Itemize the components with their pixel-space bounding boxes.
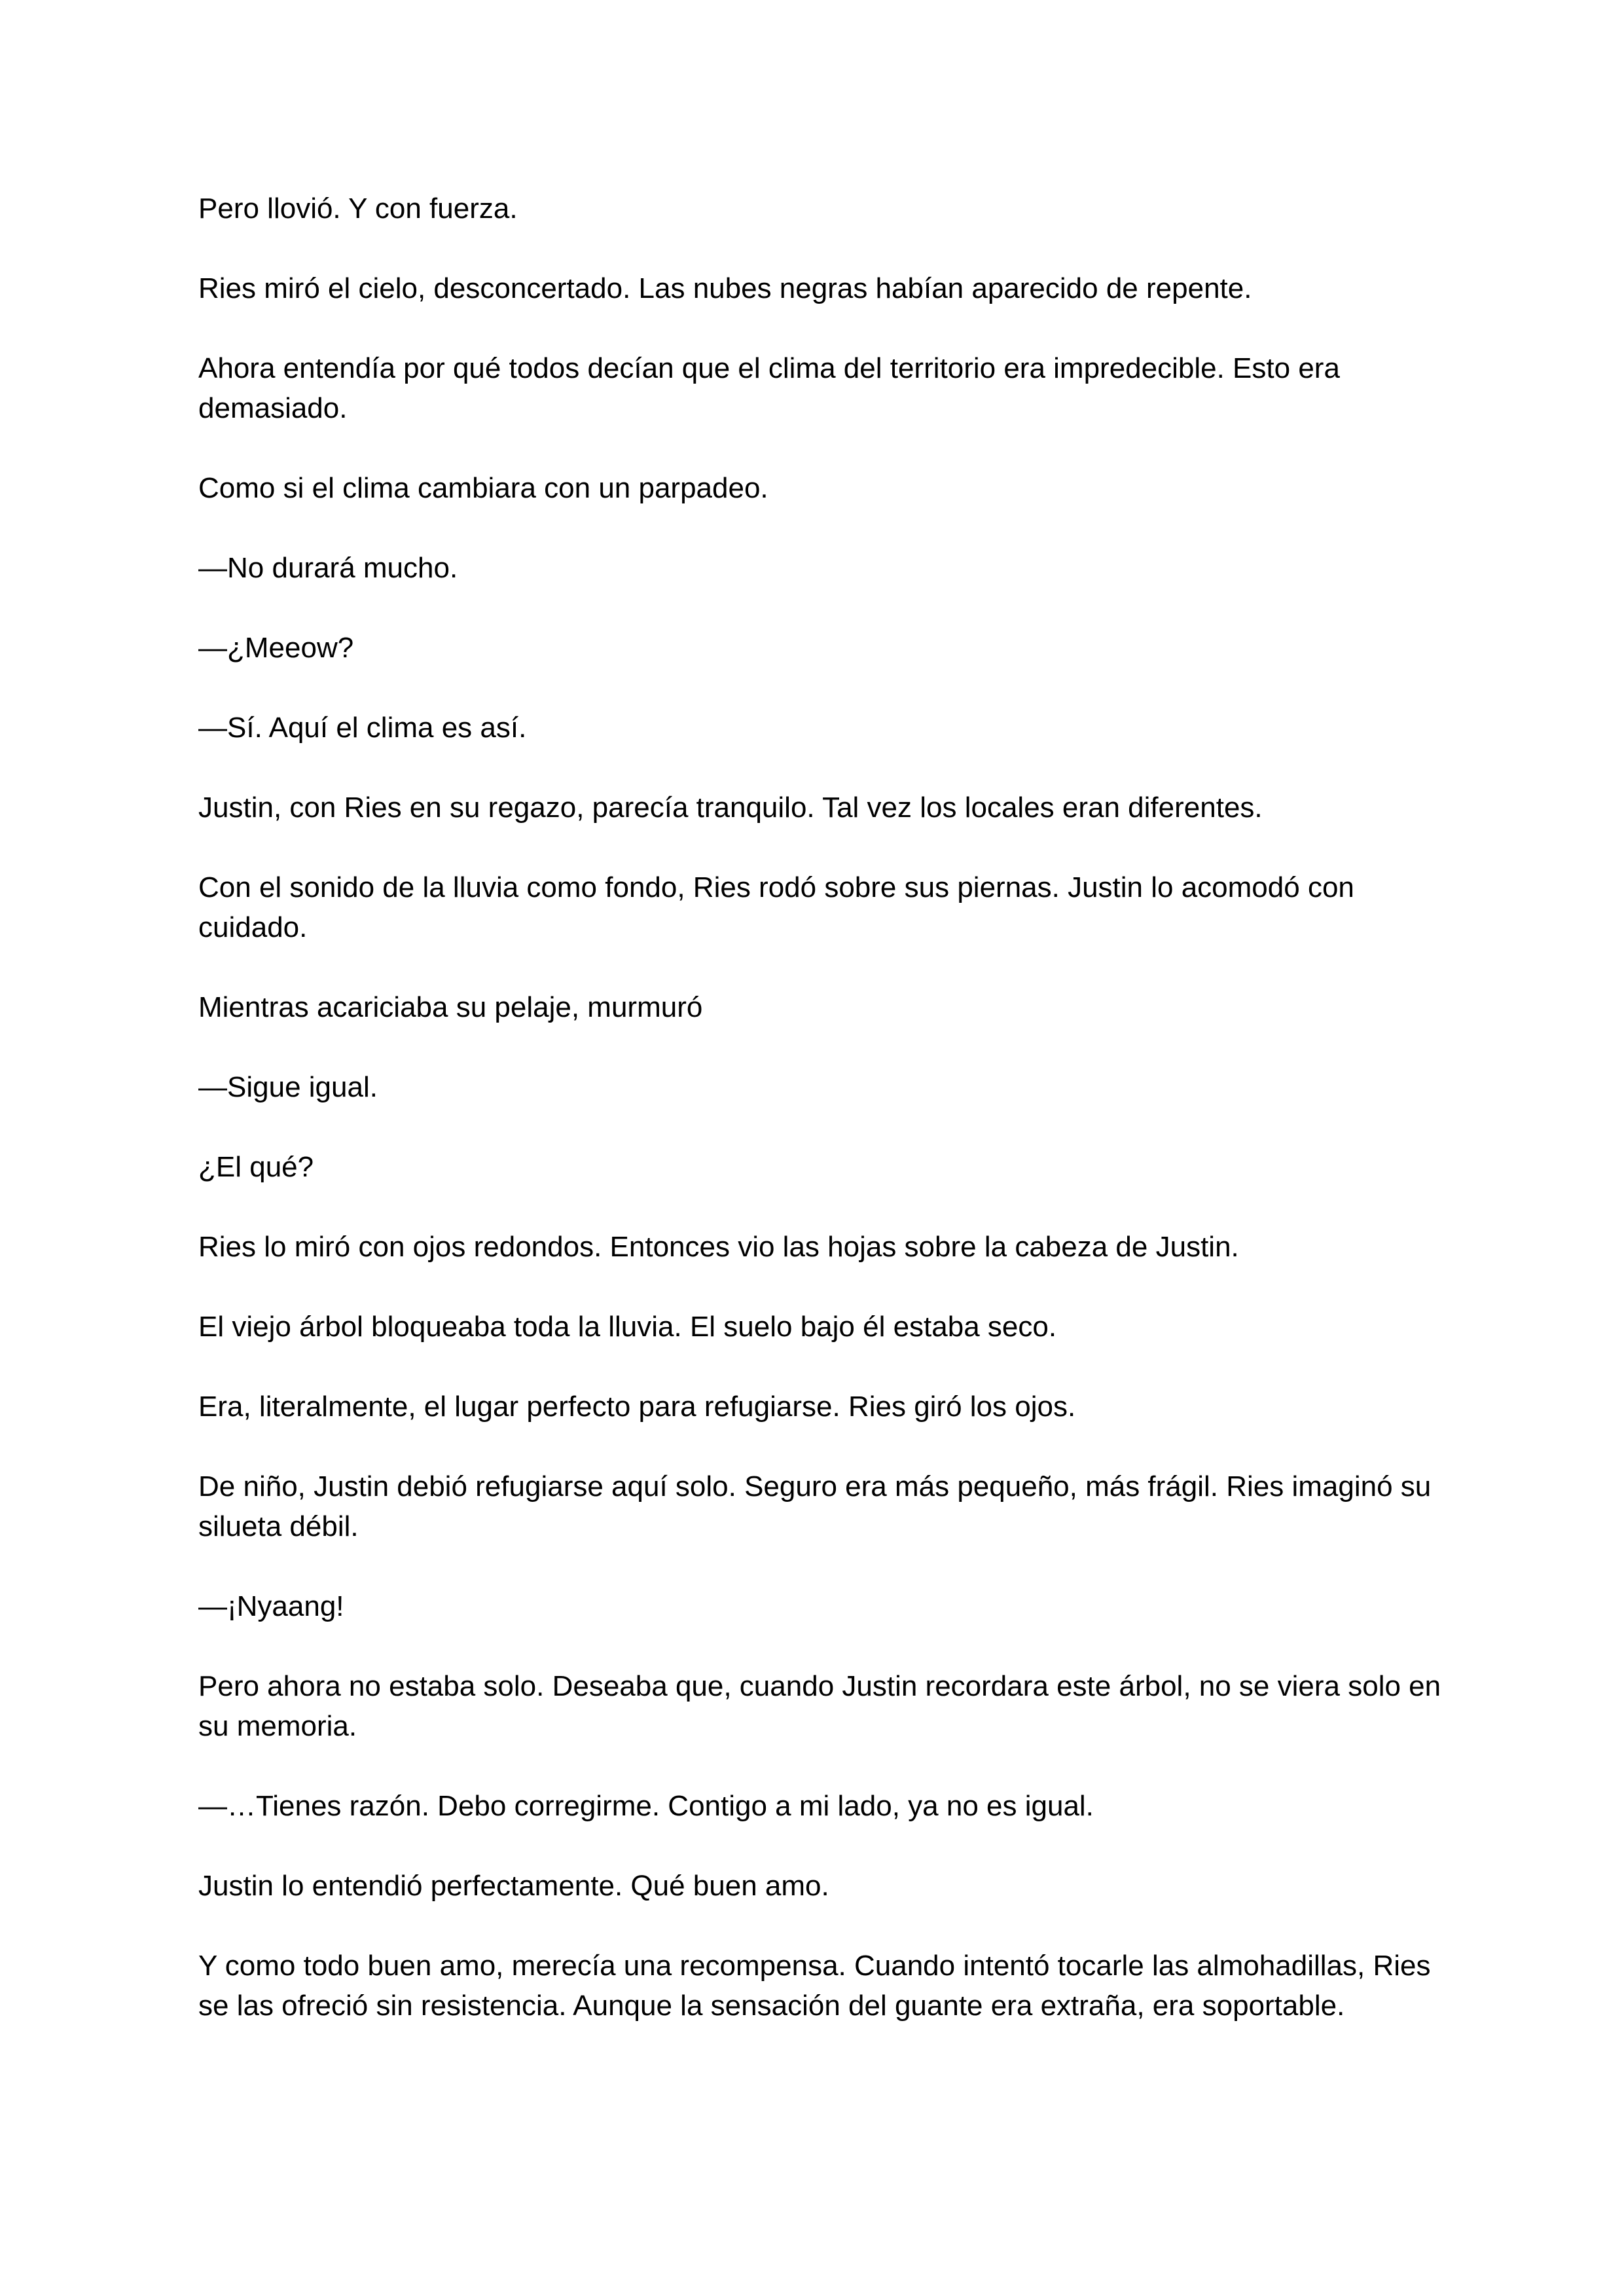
paragraph: Era, literalmente, el lugar perfecto para refugiarse. Ries giró los ojos. — [198, 1391, 1076, 1423]
paragraph: Ahora entendía por qué todos decían que el clima del territorio era impredecible. Esto era demasiado. — [198, 352, 1340, 424]
paragraph: Con el sonido de la lluvia como fondo, Ries rodó sobre sus piernas. Justin lo acomodó con cuidado. — [198, 871, 1354, 943]
dialogue-line: —Sí. Aquí el clima es así. — [198, 712, 527, 744]
paragraph: Ries miró el cielo, desconcertado. Las nubes negras habían aparecido de repente. — [198, 272, 1252, 304]
dialogue-line: —…Tienes razón. Debo corregirme. Contigo a mi lado, ya no es igual. — [198, 1790, 1094, 1822]
paragraph: Justin, con Ries en su regazo, parecía tranquilo. Tal vez los locales eran diferentes. — [198, 792, 1263, 824]
dialogue-line: —No durará mucho. — [198, 552, 458, 584]
paragraph: Pero ahora no estaba solo. Deseaba que, cuando Justin recordara este árbol, no se viera solo en su memoria. — [198, 1670, 1441, 1742]
paragraph: Como si el clima cambiara con un parpadeo. — [198, 472, 768, 504]
paragraph: Mientras acariciaba su pelaje, murmuró — [198, 991, 703, 1023]
paragraph: Ries lo miró con ojos redondos. Entonces vio las hojas sobre la cabeza de Justin. — [198, 1231, 1239, 1263]
dialogue-line: —¡Nyaang! — [198, 1590, 344, 1622]
document-body — [198, 189, 1442, 2026]
paragraph: De niño, Justin debió refugiarse aquí solo. Seguro era más pequeño, más frágil. Ries imaginó su silueta débil. — [198, 1470, 1432, 1542]
paragraph: Justin lo entendió perfectamente. Qué buen amo. — [198, 1870, 829, 1902]
paragraph: Pero llovió. Y con fuerza. — [198, 192, 518, 225]
dialogue-line: —Sigue igual. — [198, 1071, 378, 1103]
paragraph: Y como todo buen amo, merecía una recompensa. Cuando intentó tocarle las almohadillas, Ries se las ofreció sin resistencia. Aunque la sensación del guante era extraña, era soportable. — [198, 1950, 1431, 2022]
dialogue-line: —¿Meeow? — [198, 632, 354, 664]
paragraph: El viejo árbol bloqueaba toda la lluvia. El suelo bajo él estaba seco. — [198, 1311, 1057, 1343]
paragraph: ¿El qué? — [198, 1151, 314, 1183]
